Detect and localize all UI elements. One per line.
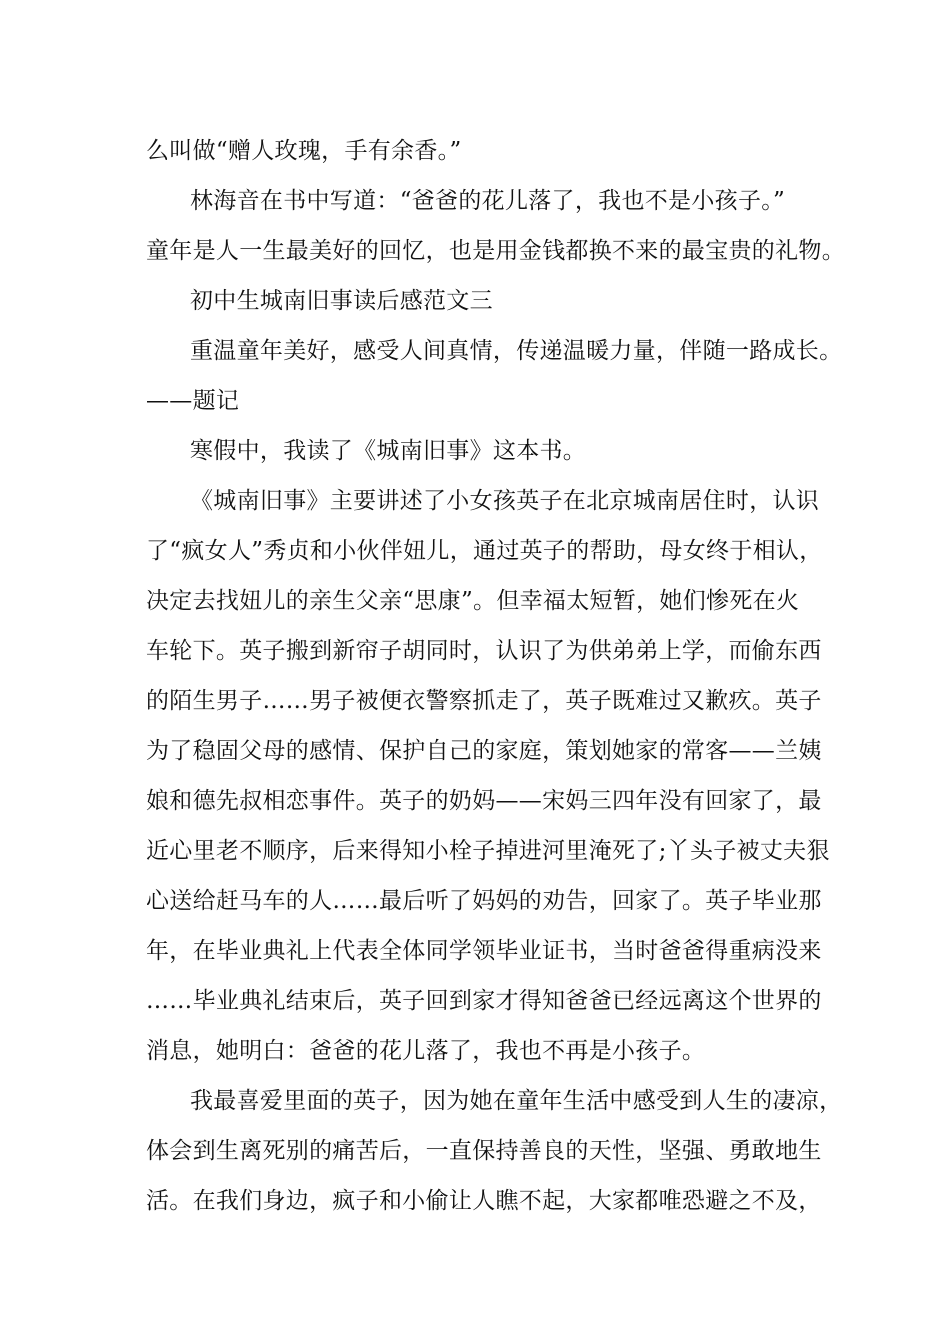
text-line: ——题记	[146, 388, 240, 414]
text-line: 车轮下。英子搬到新帘子胡同时，认识了为供弟弟上学，而偷东西	[146, 638, 822, 664]
text-line: 《城南旧事》主要讲述了小女孩英子在北京城南居住时，认识	[190, 488, 820, 514]
text-line: 体会到生离死别的痛苦后，一直保持善良的天性，坚强、勇敢地生	[146, 1138, 822, 1164]
text-line: 林海音在书中写道：“爸爸的花儿落了，我也不是小孩子。”	[190, 188, 786, 214]
text-line: 的陌生男子……男子被便衣警察抓走了，英子既难过又歉疚。英子	[146, 688, 822, 714]
section-heading: 初中生城南旧事读后感范文三	[190, 288, 493, 314]
text-line: 童年是人一生最美好的回忆，也是用金钱都换不来的最宝贵的礼物。	[146, 238, 845, 264]
text-line: 娘和德先叔相恋事件。英子的奶妈——宋妈三四年没有回家了，最	[146, 788, 822, 814]
text-line: 重温童年美好，感受人间真情，传递温暖力量，伴随一路成长。	[190, 338, 843, 364]
text-line: 近心里老不顺序，后来得知小栓子掉进河里淹死了;丫头子被丈夫狠	[146, 838, 830, 864]
text-line: 么叫做“赠人玫瑰，手有余香。”	[146, 138, 462, 164]
text-line: 寒假中，我读了《城南旧事》这本书。	[190, 438, 587, 464]
text-line: 为了稳固父母的感情、保护自己的家庭，策划她家的常客——兰姨	[146, 738, 822, 764]
text-line: 活。在我们身边，疯子和小偷让人瞧不起，大家都唯恐避之不及，	[146, 1188, 822, 1214]
text-line: 我最喜爱里面的英子，因为她在童年生活中感受到人生的凄凉，	[190, 1088, 843, 1114]
text-line: ……毕业典礼结束后，英子回到家才得知爸爸已经远离这个世界的	[146, 988, 822, 1014]
text-line: 了“疯女人”秀贞和小伙伴妞儿，通过英子的帮助，母女终于相认，	[146, 538, 823, 564]
text-line: 决定去找妞儿的亲生父亲“思康”。但幸福太短暂，她们惨死在火	[146, 588, 800, 614]
text-line: 消息，她明白：爸爸的花儿落了，我也不再是小孩子。	[146, 1038, 706, 1064]
text-line: 心送给赶马车的人……最后听了妈妈的劝告，回家了。英子毕业那	[146, 888, 822, 914]
text-line: 年，在毕业典礼上代表全体同学领毕业证书，当时爸爸得重病没来	[146, 938, 822, 964]
